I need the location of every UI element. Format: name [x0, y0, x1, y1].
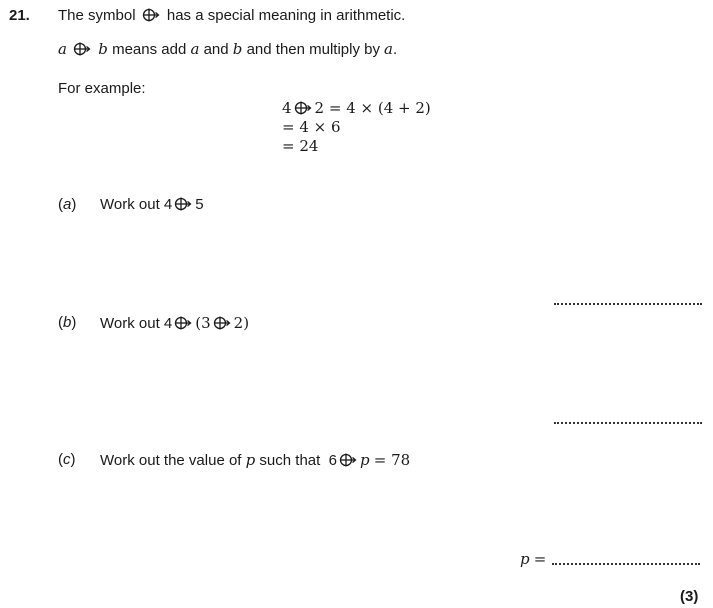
- period: .: [392, 41, 398, 58]
- example-operand-left: 4: [282, 99, 292, 117]
- example-line-2: = 4 × 6: [282, 118, 341, 136]
- part-a-operand: 5: [195, 196, 204, 213]
- answer-line-c[interactable]: [552, 563, 700, 565]
- definition-and: and: [203, 41, 229, 58]
- definition-text-end: and then multiply by: [246, 41, 380, 58]
- equals-sign: =: [533, 550, 547, 568]
- example-rhs: 2 = 4 × (4 + 2): [314, 99, 431, 117]
- part-b-text: Work out 4: [100, 315, 173, 332]
- answer-c-prefix: [520, 550, 546, 568]
- circle-plus-arrow-icon: [339, 453, 358, 467]
- part-a-label: (a): [58, 196, 77, 213]
- var-p: p: [245, 451, 256, 469]
- example-line-3: = 24: [282, 137, 319, 155]
- circle-plus-arrow-icon: [174, 316, 193, 330]
- definition-line: [58, 40, 397, 58]
- definition-text-mid: means add: [112, 41, 187, 58]
- part-c-label: (c): [58, 451, 76, 468]
- answer-line-b[interactable]: [554, 422, 702, 424]
- var-a: a: [384, 40, 393, 58]
- part-c-mid: such that 6: [259, 452, 337, 469]
- marks-badge: (3): [680, 588, 699, 605]
- part-b-label: (b): [58, 314, 77, 331]
- answer-line-a[interactable]: [554, 303, 702, 305]
- part-b-inner-right: 2): [233, 314, 250, 332]
- intro-text-after: has a special meaning in arithmetic.: [166, 7, 406, 24]
- circle-plus-arrow-icon: [213, 316, 232, 330]
- intro-line: [58, 7, 405, 24]
- part-c-equals-value: = 78: [373, 451, 411, 469]
- var-p: p: [359, 451, 370, 469]
- part-b-inner-left: (3: [195, 314, 211, 332]
- circle-plus-arrow-icon: [73, 42, 92, 56]
- var-b: b: [98, 40, 108, 58]
- part-a-text: Work out 4: [100, 196, 173, 213]
- var-a: a: [58, 40, 67, 58]
- intro-text-before: The symbol: [58, 7, 136, 24]
- circle-plus-arrow-icon: [174, 197, 193, 211]
- var-p: p: [520, 550, 530, 568]
- part-a-question: [100, 196, 204, 213]
- circle-plus-arrow-icon: [142, 8, 161, 22]
- question-number: 21.: [9, 7, 30, 24]
- part-c-question: [100, 451, 410, 469]
- circle-plus-arrow-icon: [294, 101, 313, 115]
- var-a: a: [190, 40, 200, 58]
- part-b-question: [100, 314, 249, 332]
- var-b: b: [232, 40, 243, 58]
- part-c-text: Work out the value of: [100, 452, 242, 469]
- example-line-1: [282, 99, 431, 117]
- example-label: For example:: [58, 80, 146, 97]
